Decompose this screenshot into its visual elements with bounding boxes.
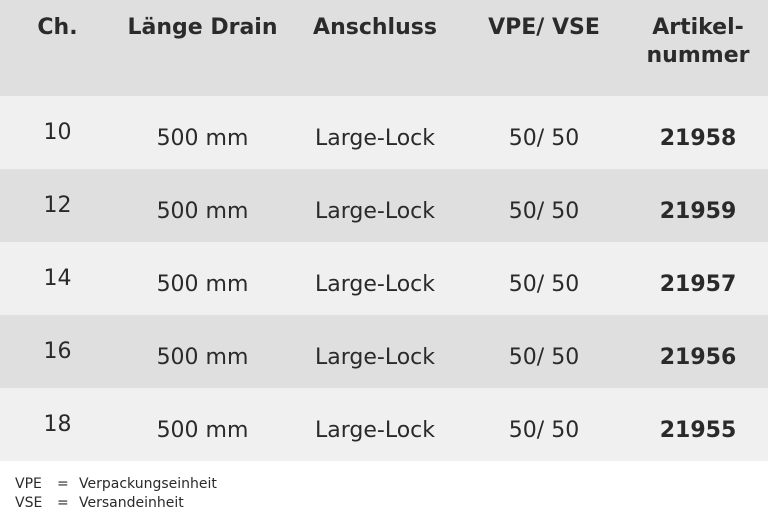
cell-packaging: 50/ 50 <box>508 345 580 370</box>
legend-item <box>15 494 217 513</box>
header-channel: Ch. <box>37 15 78 40</box>
cell-packaging: 50/ 50 <box>508 418 580 443</box>
cell-article-number: 21956 <box>659 345 737 370</box>
cell-channel: 14 <box>43 266 72 291</box>
cell-packaging: 50/ 50 <box>508 126 580 151</box>
cell-packaging: 50/ 50 <box>508 199 580 224</box>
cell-channel: 18 <box>43 412 72 437</box>
cell-drain-length: 500 mm <box>156 418 249 443</box>
abbreviation-legend <box>15 475 217 513</box>
cell-article-number: 21955 <box>659 418 737 443</box>
cell-connection: Large-Lock <box>314 345 435 370</box>
cell-article-number: 21958 <box>659 126 737 151</box>
header-article-number-label: Artikel- nummer <box>646 15 750 68</box>
cell-drain-length: 500 mm <box>156 345 249 370</box>
cell-channel: 12 <box>43 193 72 218</box>
table-row <box>0 388 768 461</box>
header-connection: Anschluss <box>313 15 437 40</box>
cell-drain-length: 500 mm <box>156 199 249 224</box>
header-drain-length: Länge Drain <box>127 15 278 40</box>
table-header <box>0 0 768 96</box>
cell-connection: Large-Lock <box>314 199 435 224</box>
legend-text: Verpackungseinheit <box>79 476 217 492</box>
table-row <box>0 315 768 388</box>
legend-equals: = <box>57 476 69 492</box>
legend-abbr: VPE <box>15 476 42 492</box>
legend-item <box>15 475 217 494</box>
cell-connection: Large-Lock <box>314 418 435 443</box>
table-row <box>0 96 768 169</box>
cell-channel: 16 <box>43 339 72 364</box>
cell-packaging: 50/ 50 <box>508 272 580 297</box>
legend-abbr: VSE <box>15 495 43 511</box>
legend-text: Versandeinheit <box>79 495 184 511</box>
cell-drain-length: 500 mm <box>156 126 249 151</box>
table-row <box>0 169 768 242</box>
cell-channel: 10 <box>43 120 72 145</box>
table-row <box>0 242 768 315</box>
cell-connection: Large-Lock <box>314 272 435 297</box>
legend-equals: = <box>57 495 69 511</box>
cell-article-number: 21959 <box>659 199 737 224</box>
cell-drain-length: 500 mm <box>156 272 249 297</box>
header-article-number <box>628 0 768 96</box>
header-packaging: VPE/ VSE <box>488 15 600 40</box>
cell-connection: Large-Lock <box>314 126 435 151</box>
cell-article-number: 21957 <box>659 272 737 297</box>
